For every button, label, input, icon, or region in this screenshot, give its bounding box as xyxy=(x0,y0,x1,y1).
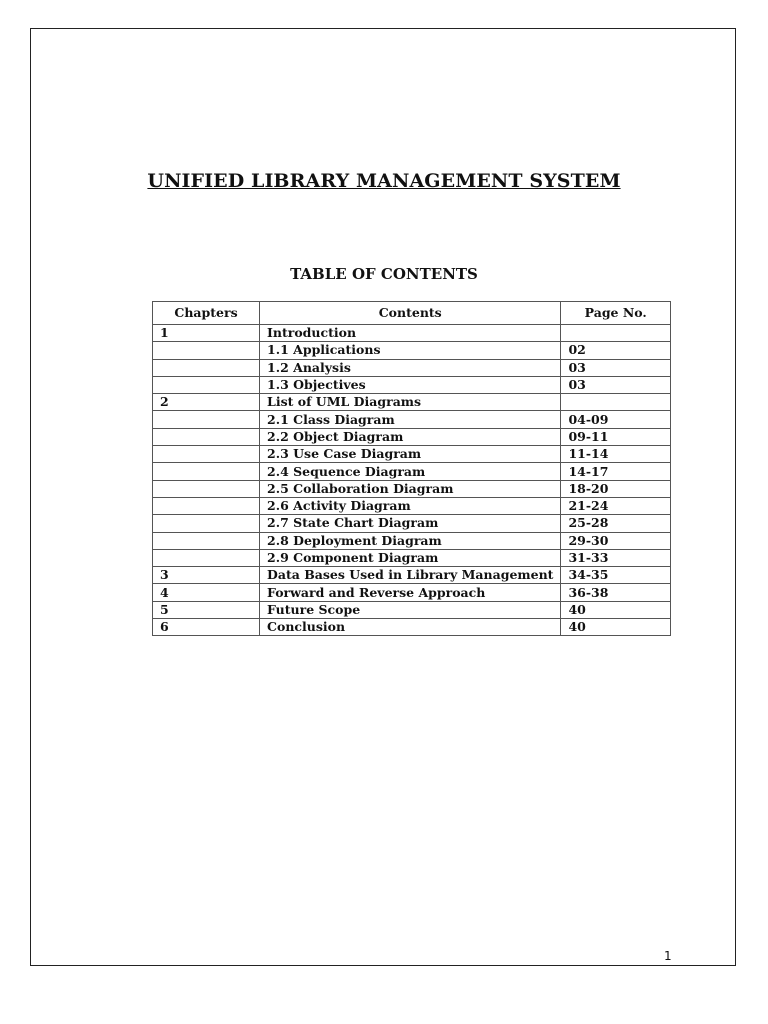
table-row xyxy=(153,549,671,566)
content-cell: Introduction xyxy=(260,325,561,342)
page-cell: 14-17 xyxy=(561,463,671,480)
content-cell: Data Bases Used in Library Management xyxy=(260,567,561,584)
page-cell: 36-38 xyxy=(561,584,671,601)
chapter-cell xyxy=(153,532,260,549)
page-cell: 03 xyxy=(561,359,671,376)
table-row xyxy=(153,359,671,376)
table-row xyxy=(153,325,671,342)
content-cell: 2.1 Class Diagram xyxy=(260,411,561,428)
toc-heading: TABLE OF CONTENTS xyxy=(290,265,478,283)
chapter-cell xyxy=(153,480,260,497)
table-row xyxy=(153,411,671,428)
chapter-cell xyxy=(153,411,260,428)
chapter-cell xyxy=(153,446,260,463)
toc-header-row xyxy=(153,302,671,325)
document-title: UNIFIED LIBRARY MANAGEMENT SYSTEM xyxy=(147,170,621,192)
table-row xyxy=(153,446,671,463)
content-cell: 2.4 Sequence Diagram xyxy=(260,463,561,480)
page-cell: 31-33 xyxy=(561,549,671,566)
content-cell: 1.1 Applications xyxy=(260,342,561,359)
table-row xyxy=(153,584,671,601)
content-cell: 2.6 Activity Diagram xyxy=(260,497,561,514)
header-page-no: Page No. xyxy=(561,302,671,325)
header-contents: Contents xyxy=(260,302,561,325)
chapter-cell xyxy=(153,428,260,445)
table-row xyxy=(153,342,671,359)
table-row xyxy=(153,480,671,497)
page-cell: 34-35 xyxy=(561,567,671,584)
chapter-cell xyxy=(153,342,260,359)
page-cell: 11-14 xyxy=(561,446,671,463)
table-row xyxy=(153,463,671,480)
content-cell: 2.3 Use Case Diagram xyxy=(260,446,561,463)
table-row xyxy=(153,567,671,584)
content-cell: Future Scope xyxy=(260,601,561,618)
table-row xyxy=(153,497,671,514)
chapter-cell: 5 xyxy=(153,601,260,618)
page-cell xyxy=(561,394,671,411)
chapter-cell: 1 xyxy=(153,325,260,342)
table-row xyxy=(153,532,671,549)
table-row xyxy=(153,394,671,411)
table-row xyxy=(153,428,671,445)
chapter-cell: 2 xyxy=(153,394,260,411)
chapter-cell xyxy=(153,376,260,393)
page-cell xyxy=(561,325,671,342)
table-row xyxy=(153,601,671,618)
chapter-cell xyxy=(153,497,260,514)
content-cell: 1.2 Analysis xyxy=(260,359,561,376)
chapter-cell: 6 xyxy=(153,619,260,636)
table-row xyxy=(153,619,671,636)
content-cell: 2.9 Component Diagram xyxy=(260,549,561,566)
page-cell: 02 xyxy=(561,342,671,359)
content-cell: 2.5 Collaboration Diagram xyxy=(260,480,561,497)
chapter-cell: 3 xyxy=(153,567,260,584)
page-cell: 40 xyxy=(561,601,671,618)
page-cell: 40 xyxy=(561,619,671,636)
table-row xyxy=(153,376,671,393)
table-row xyxy=(153,515,671,532)
content-cell: 2.8 Deployment Diagram xyxy=(260,532,561,549)
content-cell: Forward and Reverse Approach xyxy=(260,584,561,601)
content-cell: 2.7 State Chart Diagram xyxy=(260,515,561,532)
header-chapters: Chapters xyxy=(153,302,260,325)
page-cell: 29-30 xyxy=(561,532,671,549)
page-cell: 03 xyxy=(561,376,671,393)
content-cell: Conclusion xyxy=(260,619,561,636)
content-cell: 2.2 Object Diagram xyxy=(260,428,561,445)
page-cell: 25-28 xyxy=(561,515,671,532)
page-cell: 04-09 xyxy=(561,411,671,428)
content-cell: List of UML Diagrams xyxy=(260,394,561,411)
page-cell: 18-20 xyxy=(561,480,671,497)
toc-table xyxy=(152,301,671,636)
chapter-cell xyxy=(153,463,260,480)
page-cell: 21-24 xyxy=(561,497,671,514)
chapter-cell xyxy=(153,515,260,532)
content-cell: 1.3 Objectives xyxy=(260,376,561,393)
chapter-cell xyxy=(153,549,260,566)
chapter-cell xyxy=(153,359,260,376)
page-number: 1 xyxy=(664,949,672,963)
chapter-cell: 4 xyxy=(153,584,260,601)
page-cell: 09-11 xyxy=(561,428,671,445)
